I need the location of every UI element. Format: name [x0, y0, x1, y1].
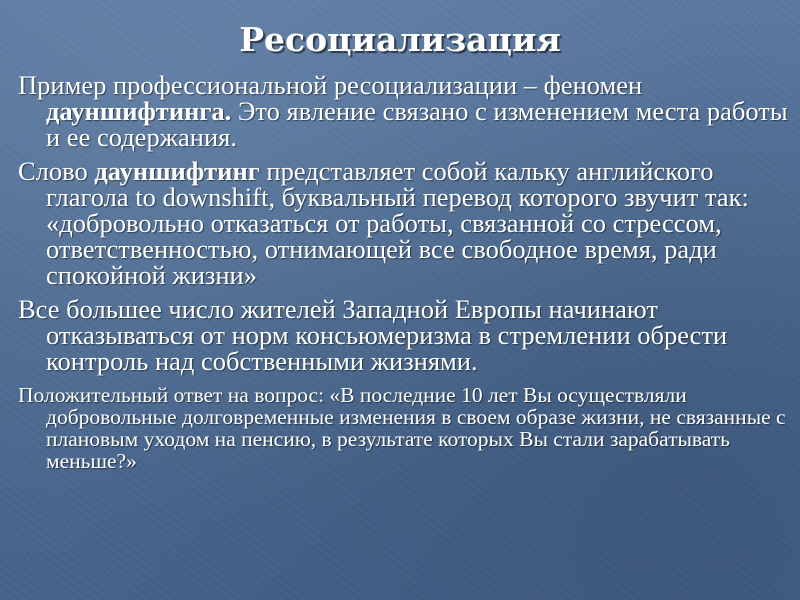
paragraph-western-europe: [18, 296, 793, 374]
slide-body: [18, 72, 793, 472]
paragraph-text: Пример профессиональной ресоциализации – феномен: [18, 70, 643, 100]
bold-term: дауншифтинг: [94, 156, 260, 186]
paragraph-survey-question: [18, 384, 793, 472]
paragraph-text: Положительный ответ на вопрос: «В последние 10 лет Вы осуществляли добровольные долговременные изменения в своем образе жизни, не связанные с плановым уходом на пенсию, в результате которых Вы стали зарабатывать меньше?»: [18, 383, 786, 473]
bold-term: дауншифтинга.: [46, 96, 232, 126]
paragraph-text: Все большее число жителей Западной Европы начинают отказываться от норм консьюмеризма в стремлении обрести контроль над собственными жизнями.: [18, 294, 728, 376]
paragraph-text: представляет собой кальку английского глагола to downshift, буквальный перевод которого звучит так: «добровольно отказаться от работы, связанной со стрессом, ответственностью, отнимающей все свободное время, ради спокойной жизни»: [46, 156, 749, 290]
paragraph-downshifting-example: [18, 72, 793, 150]
slide-title: Ресоциализация: [239, 20, 561, 59]
paragraph-text: Это явление связано с изменением места работы и ее содержания.: [46, 96, 788, 152]
paragraph-downshifting-definition: [18, 158, 793, 288]
paragraph-text: Слово: [18, 156, 95, 186]
